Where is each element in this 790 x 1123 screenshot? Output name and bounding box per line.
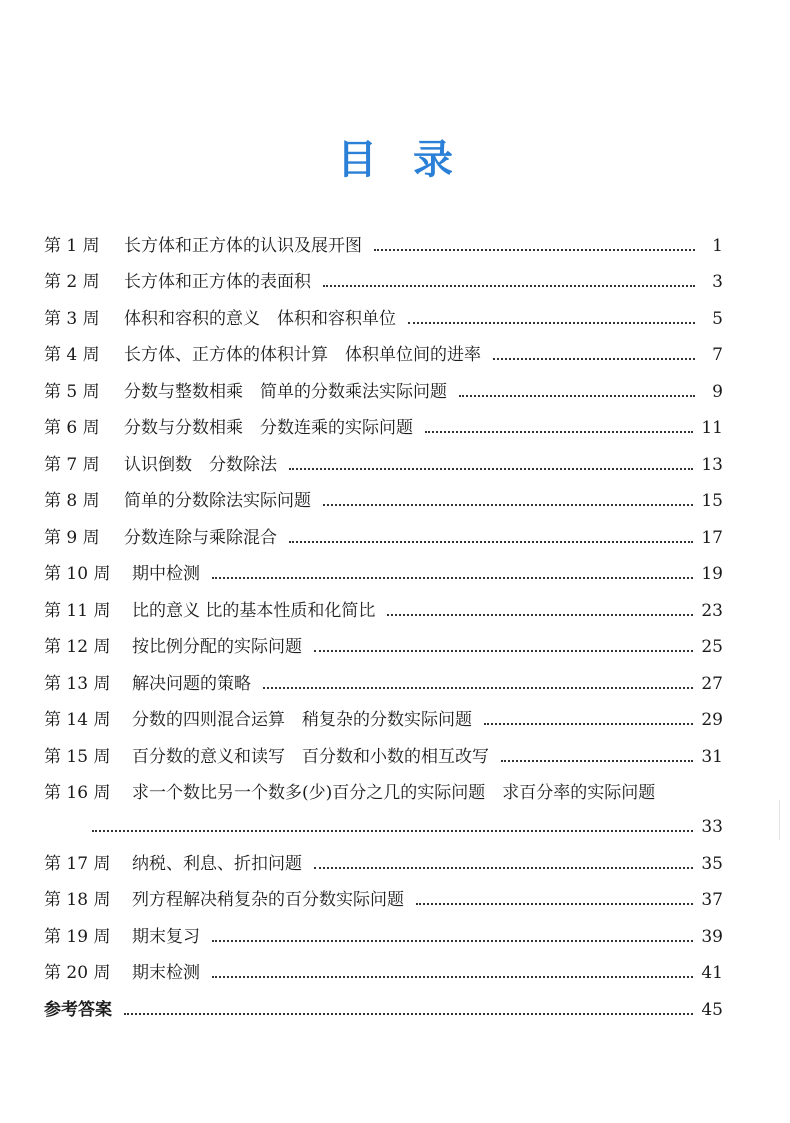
topic-title: 期末复习 (132, 926, 200, 947)
dot-leader (323, 503, 693, 506)
dot-leader (212, 939, 693, 942)
dot-leader (289, 467, 693, 470)
toc-entry-week-16-continuation[interactable] (44, 803, 723, 837)
week-label: 第 10 周 (44, 564, 111, 584)
page-number: 29 (701, 710, 723, 730)
week-label: 第 1 周 (44, 235, 100, 256)
toc-entry-week-17[interactable] (44, 837, 723, 874)
dot-leader (484, 722, 693, 725)
toc-entry-week-12[interactable] (44, 621, 723, 658)
page-number: 11 (701, 418, 723, 438)
topic-title: 按比例分配的实际问题 (132, 637, 302, 657)
toc-entry-week-14[interactable] (44, 694, 723, 731)
toc-entry-week-9[interactable] (44, 511, 723, 548)
topic-title: 简单的分数除法实际问题 (124, 491, 311, 511)
page-number: 23 (701, 600, 723, 621)
week-label: 第 6 周 (44, 418, 100, 438)
page-number: 33 (701, 817, 723, 837)
dot-leader (459, 394, 695, 397)
dot-leader (493, 357, 695, 360)
topic-title: 长方体和正方体的认识及展开图 (124, 235, 362, 256)
dot-leader (374, 248, 695, 251)
toc-entry-week-2[interactable] (44, 256, 723, 293)
dot-leader (416, 902, 693, 905)
page-number: 25 (701, 637, 723, 657)
topic-title: 求一个数比另一个数多(少)百分之几的实际问题 求百分率的实际问题 (132, 783, 656, 803)
toc-entry-week-3[interactable] (44, 292, 723, 329)
dot-leader (323, 284, 695, 287)
dot-leader (425, 430, 693, 433)
page-number: 35 (701, 853, 723, 874)
page-number: 17 (701, 527, 723, 548)
week-label: 第 11 周 (44, 600, 111, 621)
page-number: 41 (701, 963, 723, 983)
topic-title: 列方程解决稍复杂的百分数实际问题 (132, 890, 404, 910)
dot-leader (314, 649, 693, 652)
week-label: 第 7 周 (44, 454, 100, 475)
week-label: 第 4 周 (44, 345, 100, 365)
dot-leader (501, 759, 693, 762)
toc-entry-week-20[interactable] (44, 947, 723, 984)
page-title: 目录 (337, 137, 489, 183)
topic-title: 体积和容积的意义 体积和容积单位 (124, 308, 396, 329)
toc-entry-week-5[interactable] (44, 365, 723, 402)
toc-entry-week-10[interactable] (44, 548, 723, 585)
page-number: 13 (701, 454, 723, 475)
page-number: 7 (712, 345, 723, 365)
page-number: 37 (701, 890, 723, 910)
dot-leader (92, 829, 693, 832)
toc-entry-answers[interactable] (44, 983, 723, 1020)
week-label: 第 14 周 (44, 710, 111, 730)
toc-entry-week-1[interactable] (44, 219, 723, 256)
page-number: 27 (701, 673, 723, 694)
toc-entry-week-15[interactable] (44, 730, 723, 767)
topic-title: 期中检测 (132, 564, 200, 584)
topic-title: 百分数的意义和读写 百分数和小数的相互改写 (132, 746, 489, 767)
toc-entry-week-16[interactable] (44, 767, 723, 804)
page-number: 9 (712, 381, 723, 402)
page-number: 39 (701, 926, 723, 947)
week-label: 第 2 周 (44, 272, 100, 292)
toc-entry-week-11[interactable] (44, 584, 723, 621)
table-of-contents (44, 219, 723, 1020)
week-label: 第 13 周 (44, 673, 111, 694)
dot-leader (212, 975, 693, 978)
week-label: 第 3 周 (44, 308, 100, 329)
scan-edge-mark (779, 800, 780, 840)
week-label: 第 19 周 (44, 926, 111, 947)
page-number: 3 (712, 272, 723, 292)
toc-entry-week-8[interactable] (44, 475, 723, 512)
page-number: 45 (701, 999, 723, 1020)
week-label: 第 16 周 (44, 783, 111, 803)
week-label: 第 20 周 (44, 963, 111, 983)
week-label: 第 8 周 (44, 491, 100, 511)
dot-leader (408, 321, 695, 324)
toc-entry-week-13[interactable] (44, 657, 723, 694)
dot-leader (263, 686, 693, 689)
week-label: 第 18 周 (44, 890, 111, 910)
page-number: 19 (701, 564, 723, 584)
topic-title: 期末检测 (132, 963, 200, 983)
week-label: 第 12 周 (44, 637, 111, 657)
topic-title: 解决问题的策略 (132, 673, 251, 694)
answers-title: 参考答案 (44, 999, 112, 1020)
topic-title: 分数与分数相乘 分数连乘的实际问题 (124, 418, 413, 438)
week-label: 第 5 周 (44, 381, 100, 402)
dot-leader (212, 576, 693, 579)
toc-entry-week-18[interactable] (44, 874, 723, 911)
topic-title: 长方体和正方体的表面积 (124, 272, 311, 292)
week-label: 第 15 周 (44, 746, 111, 767)
topic-title: 分数与整数相乘 简单的分数乘法实际问题 (124, 381, 447, 402)
toc-entry-week-7[interactable] (44, 438, 723, 475)
topic-title: 分数连除与乘除混合 (124, 527, 277, 548)
week-label: 第 9 周 (44, 527, 100, 548)
topic-title: 纳税、利息、折扣问题 (132, 853, 302, 874)
page-number: 5 (712, 308, 723, 329)
page-number: 15 (701, 491, 723, 511)
dot-leader (387, 613, 693, 616)
topic-title: 长方体、正方体的体积计算 体积单位间的进率 (124, 345, 481, 365)
topic-title: 分数的四则混合运算 稍复杂的分数实际问题 (132, 710, 472, 730)
topic-title: 比的意义 比的基本性质和化简比 (132, 600, 376, 621)
page-number: 1 (712, 235, 723, 256)
topic-title: 认识倒数 分数除法 (124, 454, 277, 475)
dot-leader (289, 540, 693, 543)
dot-leader (124, 1012, 693, 1015)
week-label: 第 17 周 (44, 853, 111, 874)
toc-entry-week-19[interactable] (44, 910, 723, 947)
dot-leader (314, 866, 693, 869)
page-number: 31 (701, 746, 723, 767)
toc-entry-week-4[interactable] (44, 329, 723, 366)
toc-entry-week-6[interactable] (44, 402, 723, 439)
